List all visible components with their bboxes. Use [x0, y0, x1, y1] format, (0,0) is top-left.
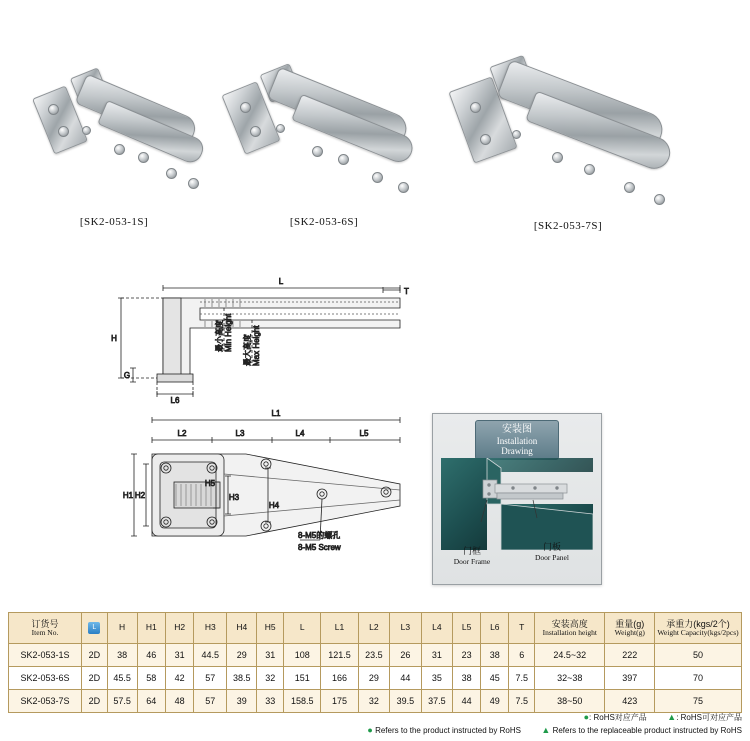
- table-row: [9, 690, 742, 713]
- max-height-cn: 最大高度: [243, 334, 252, 366]
- cell-H4: 29: [227, 644, 257, 667]
- specification-table: [8, 612, 742, 713]
- cell-rohs: 2D: [82, 644, 108, 667]
- dim-G: G: [123, 371, 131, 380]
- cell-H5: 32: [257, 667, 284, 690]
- cell-H1: 64: [137, 690, 165, 713]
- cell-L1: 175: [321, 690, 358, 713]
- cell-L5: 23: [453, 644, 481, 667]
- header-H3: H3: [194, 613, 227, 644]
- cell-weight-capacity: 50: [655, 644, 742, 667]
- header-H4: H4: [227, 613, 257, 644]
- screw-note-en: 8-M5 Screw: [298, 543, 341, 552]
- legend-rohs-cn: : RoHS对应产品: [589, 713, 647, 722]
- cell-L4: 35: [421, 667, 452, 690]
- cell-L1: 166: [321, 667, 358, 690]
- legend-row-en: [8, 725, 742, 735]
- cell-H: 38: [107, 644, 137, 667]
- cell-weight-capacity: 75: [655, 690, 742, 713]
- header-T: T: [509, 613, 535, 644]
- rohs-legend: [8, 712, 742, 735]
- cell-H5: 33: [257, 690, 284, 713]
- header-H: H: [107, 613, 137, 644]
- dim-L2: L2: [177, 429, 187, 438]
- min-height-en: Min Height: [224, 313, 233, 352]
- header-L6: L6: [481, 613, 509, 644]
- dim-L1: L1: [271, 409, 281, 418]
- cell-H: 57.5: [107, 690, 137, 713]
- header-weight-cn: 重量(g): [615, 618, 645, 629]
- cell-rohs: 2D: [82, 690, 108, 713]
- header-weight: [605, 613, 655, 644]
- cell-L4: 37.5: [421, 690, 452, 713]
- cell-H2: 42: [165, 667, 193, 690]
- product-photo-1: [14, 60, 214, 228]
- cell-H4: 39: [227, 690, 257, 713]
- cell-H2: 31: [165, 644, 193, 667]
- cell-L1: 121.5: [321, 644, 358, 667]
- cell-H1: 46: [137, 644, 165, 667]
- cell-weight-capacity: 70: [655, 667, 742, 690]
- header-weight-capacity-cn: 承重力(kgs/2个): [666, 618, 730, 629]
- header-L1: L1: [321, 613, 358, 644]
- cell-installation-height: 38~50: [535, 690, 605, 713]
- cell-L3: 26: [390, 644, 421, 667]
- cell-H1: 58: [137, 667, 165, 690]
- cell-L6: 45: [481, 667, 509, 690]
- cell-L: 158.5: [284, 690, 321, 713]
- dim-H1: H1: [122, 491, 134, 500]
- header-H5: H5: [257, 613, 284, 644]
- dim-H2: H2: [134, 491, 146, 500]
- header-H2: H2: [165, 613, 193, 644]
- header-L: L: [284, 613, 321, 644]
- header-L4: L4: [421, 613, 452, 644]
- header-installation-height-en: Installation height: [542, 627, 597, 637]
- dim-L6: L6: [170, 396, 180, 405]
- cell-item-no: SK2-053-6S: [9, 667, 82, 690]
- specification-table-wrap: [8, 612, 742, 713]
- dim-L4: L4: [295, 429, 305, 438]
- door-panel-label: [521, 542, 583, 563]
- installation-title-en: Installation Drawing: [496, 435, 538, 456]
- technical-drawing-svg: [0, 268, 750, 598]
- cell-L2: 23.5: [358, 644, 389, 667]
- header-item-no: [9, 613, 82, 644]
- cell-L3: 39.5: [390, 690, 421, 713]
- header-item-no-en: Item No.: [31, 627, 59, 637]
- header-weight-capacity-en: Weight Capacity(kgs/2pcs): [657, 627, 739, 637]
- product-photo-row: [0, 40, 750, 240]
- min-height-cn: 最小高度: [215, 320, 224, 352]
- product-photo-3: [438, 46, 698, 232]
- hinge-illustration-2: [214, 54, 434, 210]
- dim-L: L: [278, 277, 284, 286]
- cell-H3: 57: [194, 690, 227, 713]
- cell-L3: 44: [390, 667, 421, 690]
- installation-drawing-panel: [432, 413, 602, 585]
- product-label-2: [SK2-053-6S]: [289, 216, 359, 228]
- door-panel-label-cn: 门板: [542, 542, 561, 552]
- cell-installation-height: 32~38: [535, 667, 605, 690]
- cell-installation-height: 24.5~32: [535, 644, 605, 667]
- green-dot-icon-2: ●: [367, 725, 373, 735]
- header-H1: H1: [137, 613, 165, 644]
- rohs-badge-icon: L: [88, 622, 100, 634]
- cell-L2: 32: [358, 690, 389, 713]
- header-installation-height-cn: 安装高度: [551, 618, 588, 629]
- hinge-illustration-1: [14, 60, 214, 210]
- cell-L6: 38: [481, 644, 509, 667]
- door-frame-label: [443, 546, 501, 567]
- cell-L2: 29: [358, 667, 389, 690]
- cell-weight: 222: [605, 644, 655, 667]
- cell-weight: 397: [605, 667, 655, 690]
- cell-L4: 31: [421, 644, 452, 667]
- cell-rohs: 2D: [82, 667, 108, 690]
- cell-H4: 38.5: [227, 667, 257, 690]
- table-row: [9, 644, 742, 667]
- dim-H4: H4: [268, 501, 280, 510]
- cell-item-no: SK2-053-1S: [9, 644, 82, 667]
- legend-rohs-replaceable-en: Refers to the replaceable product instructed by RoHS: [552, 726, 742, 735]
- table-header-row: [9, 613, 742, 644]
- header-L5: L5: [453, 613, 481, 644]
- product-label-1: [SK2-053-1S]: [79, 216, 149, 228]
- legend-row-cn: [8, 712, 742, 723]
- installation-art: [441, 458, 593, 550]
- cell-T: 7.5: [509, 667, 535, 690]
- green-dot-icon: ●: [583, 712, 590, 722]
- max-height-en: Max Height: [252, 325, 261, 366]
- header-L2: L2: [358, 613, 389, 644]
- screw-note-cn: 8-M5的螺孔: [298, 531, 341, 540]
- header-item-no-cn: 订货号: [31, 618, 59, 629]
- dim-L5: L5: [359, 429, 369, 438]
- legend-rohs-en: Refers to the product instructed by RoHS: [375, 726, 521, 735]
- cell-L6: 49: [481, 690, 509, 713]
- dim-L3: L3: [235, 429, 245, 438]
- door-frame-label-cn: 门框: [462, 546, 481, 556]
- cell-T: 7.5: [509, 690, 535, 713]
- dim-T-side: T: [404, 287, 409, 296]
- cell-L5: 38: [453, 667, 481, 690]
- installation-title-cn: 安装图: [502, 424, 532, 435]
- dim-H5: H5: [204, 479, 216, 488]
- header-L3: L3: [390, 613, 421, 644]
- green-triangle-icon: ▲: [667, 712, 677, 722]
- green-triangle-icon-2: ▲: [541, 725, 551, 735]
- cell-item-no: SK2-053-7S: [9, 690, 82, 713]
- table-row: [9, 667, 742, 690]
- cell-T: 6: [509, 644, 535, 667]
- header-weight-capacity: [655, 613, 742, 644]
- product-label-3: [SK2-053-7S]: [533, 220, 603, 232]
- technical-drawings: [0, 268, 750, 598]
- cell-L: 108: [284, 644, 321, 667]
- dim-H3: H3: [228, 493, 240, 502]
- installation-drawing-title: [475, 420, 559, 460]
- cell-H5: 31: [257, 644, 284, 667]
- hinge-illustration-3: [438, 46, 698, 214]
- cell-H: 45.5: [107, 667, 137, 690]
- door-frame-label-en: Door Frame: [453, 557, 491, 567]
- legend-rohs-replaceable-cn: : RoHS可对应产品: [676, 713, 742, 722]
- product-photo-2: [214, 54, 434, 228]
- door-panel-label-en: Door Panel: [535, 553, 569, 563]
- cell-H3: 57: [194, 667, 227, 690]
- cell-H2: 48: [165, 690, 193, 713]
- cell-weight: 423: [605, 690, 655, 713]
- cell-L: 151: [284, 667, 321, 690]
- header-rohs: [82, 613, 108, 644]
- cell-H3: 44.5: [194, 644, 227, 667]
- dim-H: H: [111, 334, 117, 343]
- header-installation-height: [535, 613, 605, 644]
- header-weight-en: Weight(g): [614, 627, 645, 637]
- cell-L5: 44: [453, 690, 481, 713]
